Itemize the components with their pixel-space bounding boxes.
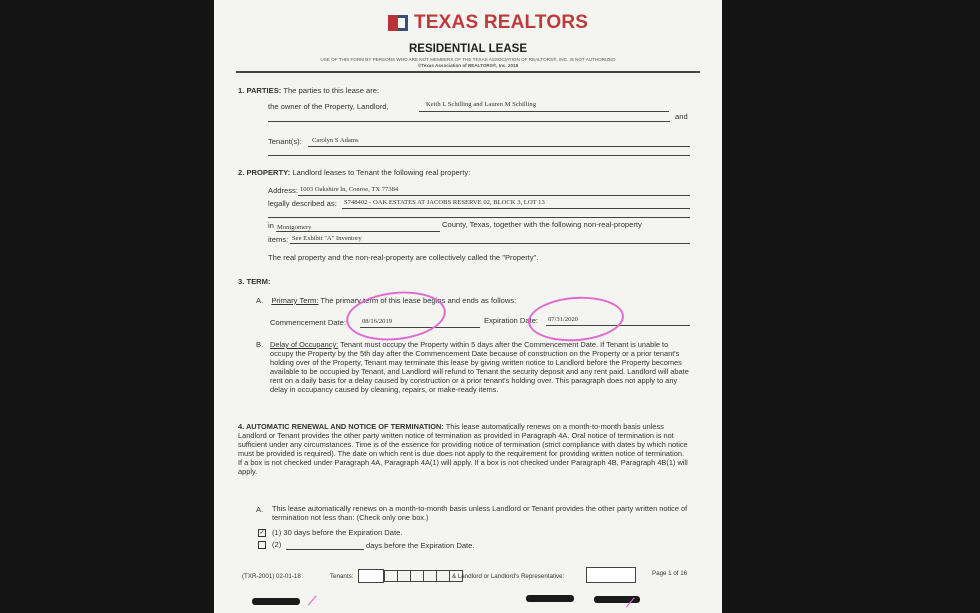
landlord-line-2 [268,121,670,122]
landlord-label: the owner of the Property, Landlord, [268,102,389,111]
pink-mark-left: ⟋ [308,594,317,608]
redaction-bar-middle [526,595,574,602]
tenants-initials-label: Tenants: [330,573,354,580]
section-2-intro: Landlord leases to Tenant the following real property: [292,168,471,177]
in-label: in [268,221,274,230]
section-3-heading: 3. TERM: [238,277,271,286]
header-divider [236,71,700,73]
lease-document-page [214,0,722,613]
option-2-prefix: (2) [272,540,282,549]
collective-property-note: The real property and the non-real-property are collectively called the "Property". [268,253,539,262]
section-4-heading: 4. AUTOMATIC RENEWAL AND NOTICE OF TERMINATION: [238,422,444,431]
items-line [290,243,690,244]
and-text: and [675,112,688,121]
primary-term-label: Primary Term: [271,296,319,305]
option-2-suffix: days before the Expiration Date. [366,541,475,550]
expiration-date-value: 07/31/2020 [548,316,579,323]
county-text: County, Texas, together with the following non-real-property [442,220,642,229]
tenant-initial-boxes [384,570,462,582]
landlord-line [419,111,669,112]
tenant-label: Tenant(s): [268,137,302,146]
page-number: Page 1 of 16 [652,570,688,577]
term-a-label: A. [256,296,264,305]
term-b-label: B. [256,340,264,349]
commencement-date-label: Commencement Date: [270,318,346,327]
option-2-checkbox[interactable] [258,541,266,549]
section-1-heading: 1. PARTIES: [238,86,282,95]
section-4-text: This lease automatically renews on a month-to-month basis unless Landlord or Tenant provides the other party written notice of termination as provided in Paragraph 4A. Oral notice of termination is not sufficient under any circumstances. Time is of the essence for providing notice of termination (strict compliance with dates by which notice must be provided is required). The date on which rent is due does not apply to the requirement for providing written notice of termination. If a box is not checked under Paragraph 4A, Paragraph 4A(1) will apply. If a box is not checked under Paragraph 4B, Paragraph 4B(1) will apply. [238,422,688,477]
primary-term-text: The primary term of this lease begins and ends as follows: [320,296,517,305]
landlord-initial-stamp [586,567,636,583]
commencement-date-value: 08/16/2019 [362,318,393,325]
section-2-heading: 2. PROPERTY: [238,168,291,177]
county-line [276,231,440,232]
legal-line [342,208,690,209]
tenant-initial-stamp [358,569,384,583]
option-1-label: (1) 30 days before the Expiration Date. [272,528,403,537]
form-id: (TXR-2001) 02-01-18 [242,573,301,580]
tenant-line [308,146,690,147]
section-1-parties [238,86,379,95]
items-value: See Exhibit "A" Inventory [292,235,362,242]
section-4a-text: This lease automatically renews on a month-to-month basis unless Landlord or Tenant provides the other party written notice of termination not less than: (Check only one box.) [272,504,688,523]
tr-logo-icon [388,13,410,33]
disclaimer-line-2: ©Texas Association of REALTORS®, Inc. 2018 [417,63,519,68]
address-label: Address: [268,186,298,195]
landlord-value: Keith L Schilling and Lauren M Schilling [426,101,537,108]
redaction-bar-left [252,598,300,605]
option-2-days-line [286,549,364,550]
texas-realtors-logo [388,12,588,34]
section-4a-label: A. [256,505,264,514]
document-title: RESIDENTIAL LEASE [409,43,527,55]
section-1-intro: The parties to this lease are: [283,86,380,95]
delay-of-occupancy-paragraph [270,340,690,395]
logo-text: TEXAS REALTORS [414,12,589,33]
expiration-date-label: Expiration Date: [484,316,539,325]
items-label: items: [268,235,289,244]
address-line [298,195,690,196]
address-value: 1003 Oakshire ln, Conroe, TX 77384 [300,186,399,193]
legal-description-value: S748402 - OAK ESTATES AT JACOBS RESERVE 02, BLOCK 3, LOT 13 [344,199,545,206]
tenant-line-2 [268,155,690,156]
section-2-property [238,168,470,177]
delay-text: Tenant must occupy the Property within 5 days after the Commencement Date. If Tenant is unable to occupy the Property by the 5th day after the Commencement Date because of construction on the Property or a prior tenant's holding over of the Property, Tenant may terminate this lease by giving written notice to Landlord before the Property becomes available to be occupied by Tenant, and Landlord will refund to Tenant the security deposit and any rent paid. Landlord will abate rent on a daily basis for a delay caused by construction or a prior tenant's holding over. This paragraph does not apply to any delay in occupancy caused by cleaning, repairs, or make-ready items. [270,340,689,395]
legal-description-label: legally described as: [268,199,337,208]
legal-line-2 [268,217,690,218]
section-4-paragraph [238,422,690,477]
county-value: Montgomery [277,224,312,231]
tenant-value: Carolyn S Adams [312,137,359,144]
delay-label: Delay of Occupancy: [270,340,339,349]
option-1-checkbox[interactable]: ✓ [259,530,265,536]
disclaimer-line-1: USE OF THIS FORM BY PERSONS WHO ARE NOT MEMBERS OF THE TEXAS ASSOCIATION OF REALTORS®, INC. IS NOT AUTHORIZED [320,57,616,62]
landlord-initials-label: & Landlord or Landlord's Representative: [452,573,565,580]
expiration-ink-circle [527,294,626,345]
pink-mark-right: ⟋ [626,596,635,610]
